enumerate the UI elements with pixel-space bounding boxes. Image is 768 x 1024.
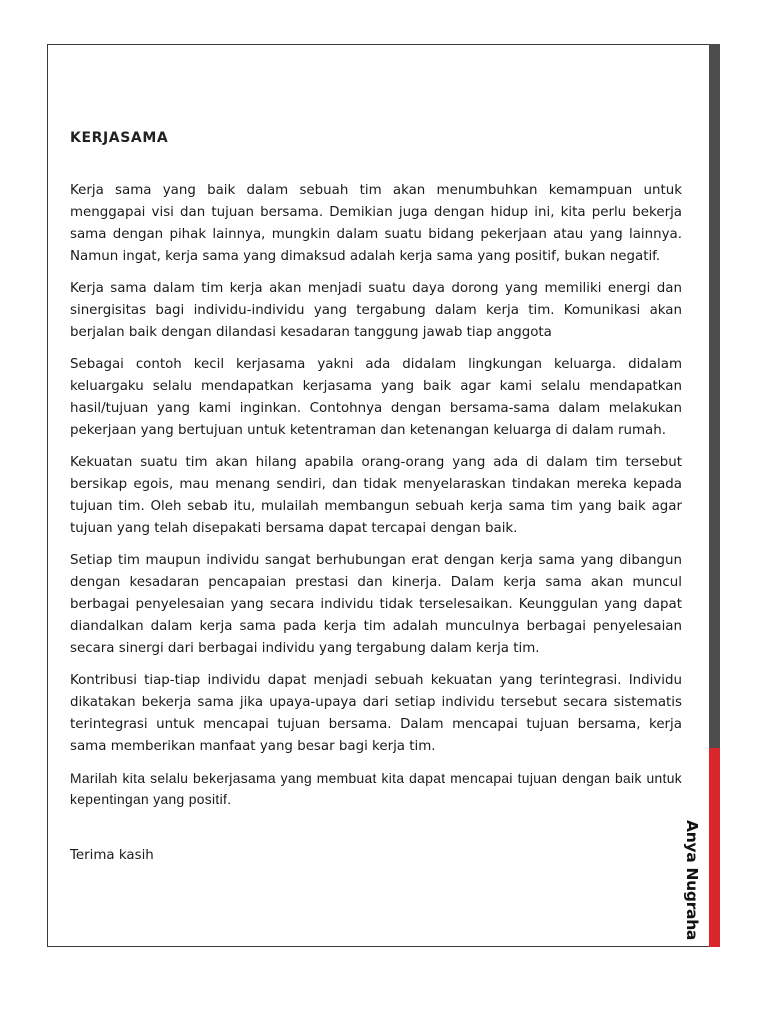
side-bar-gray <box>709 44 720 748</box>
document-body <box>70 180 682 820</box>
paragraph: Marilah kita selalu bekerjasama yang membuat kita dapat mencapai tujuan dengan baik untuk kepentingan yang positif. <box>70 771 682 807</box>
paragraph: Kerja sama yang baik dalam sebuah tim akan menumbuhkan kemampuan untuk menggapai visi dan tujuan bersama. Demikian juga dengan hidup ini, kita perlu bekerja sama dengan pihak lainnya, mungkin dalam suatu bidang pekerjaan atau yang lainnya. Namun ingat, kerja sama yang dimaksud adalah kerja sama yang positif, bukan negatif. <box>70 183 682 264</box>
author-name: Anya Nugraha <box>683 820 701 941</box>
paragraph: Sebagai contoh kecil kerjasama yakni ada didalam lingkungan keluarga. didalam keluargaku selalu mendapatkan kerjasama yang baik agar kami selalu mendapatkan hasil/tujuan yang kami inginkan. Contohnya dengan bersama-sama dalam melakukan pekerjaan yang bertujuan untuk ketentraman dan ketenangan keluarga di dalam rumah. <box>70 357 682 438</box>
document-title: KERJASAMA <box>70 130 169 146</box>
paragraph: Kekuatan suatu tim akan hilang apabila orang-orang yang ada di dalam tim tersebut bersikap egois, mau menang sendiri, dan tidak menyelaraskan tindakan mereka kepada tujuan tim. Oleh sebab itu, mulailah membangun sebuah kerja sama tim yang baik agar tujuan yang telah disepakati bersama dapat tercapai dengan baik. <box>70 455 682 536</box>
closing-text: Terima kasih <box>70 848 154 863</box>
paragraph: Kontribusi tiap-tiap individu dapat menjadi sebuah kekuatan yang terintegrasi. Individu dikatakan bekerja sama jika upaya-upaya dari setiap individu tersebut secara sistematis terintegrasi untuk mencapai tujuan bersama. Dalam mencapai tujuan bersama, kerja sama memberikan manfaat yang besar bagi kerja tim. <box>70 673 682 754</box>
paragraph: Setiap tim maupun individu sangat berhubungan erat dengan kerja sama yang dibangun dengan kesadaran pencapaian prestasi dan kinerja. Dalam kerja sama akan muncul berbagai penyelesaian yang secara individu tidak terselesaikan. Keunggulan yang dapat diandalkan dalam kerja sama pada kerja tim adalah munculnya berbagai penyelesaian secara sinergi dari berbagai individu yang tergabung dalam kerja tim. <box>70 553 682 656</box>
paragraph: Kerja sama dalam tim kerja akan menjadi suatu daya dorong yang memiliki energi dan sinergisitas bagi individu-individu yang tergabung dalam kerja tim. Komunikasi akan berjalan baik dengan dilandasi kesadaran tanggung jawab tiap anggota <box>70 281 682 340</box>
side-bar-red <box>709 748 720 947</box>
